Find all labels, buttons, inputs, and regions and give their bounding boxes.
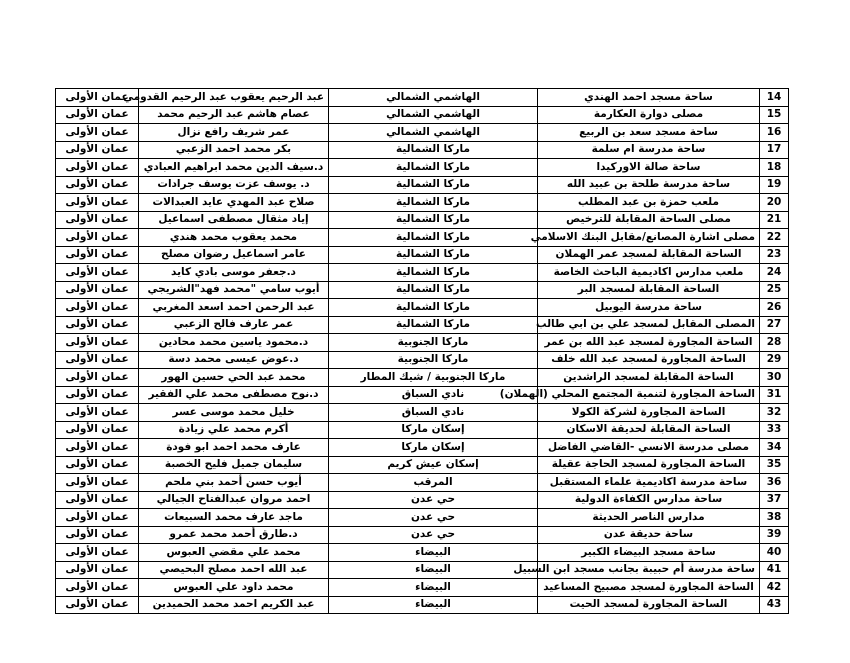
row-number-cell: 34 [760,439,789,457]
row-number-cell: 24 [760,264,789,282]
location-cell: مصلى اشارة المصانع/مقابل البنك الاسلامي [538,229,760,247]
area-cell: الهاشمي الشمالي [329,89,538,107]
table-row [56,194,789,212]
location-cell: الساحة المجاورة لشركة الكولا [538,404,760,422]
person-cell: خليل محمد موسى عسر [139,404,329,422]
table-row [56,159,789,177]
directorate-cell: عمان الأولى [56,544,139,562]
person-cell: محمد يعقوب محمد هندي [139,229,329,247]
location-cell: مصلى الساحة المقابلة للترخيص [538,211,760,229]
table-row [56,334,789,352]
area-cell: نادي السباق [329,404,538,422]
person-cell: د.محمود ياسين محمد محادين [139,334,329,352]
row-number-cell: 23 [760,246,789,264]
row-number-cell: 35 [760,456,789,474]
area-cell: ماركا الجنوبية / شيك المطار [329,369,538,387]
table-row [56,211,789,229]
person-cell: محمد علي مقضي العبوس [139,544,329,562]
table-row [56,404,789,422]
directorate-cell: عمان الأولى [56,369,139,387]
person-cell: عبد الرحيم يعقوب عبد الرحيم القدومي [139,89,329,107]
directorate-cell: عمان الأولى [56,316,139,334]
table-row [56,89,789,107]
area-cell: حي عدن [329,509,538,527]
person-cell: عبد الرحمن احمد اسعد المغربي [139,299,329,317]
area-cell: ماركا الشمالية [329,229,538,247]
row-number-cell: 27 [760,316,789,334]
person-cell: عبد الكريم احمد محمد الحميدين [139,596,329,614]
row-number-cell: 16 [760,124,789,142]
person-cell: أيوب سامي "محمد فهد"الشريجي [139,281,329,299]
table-row [56,281,789,299]
person-cell: إياد مثقال مصطفى اسماعيل [139,211,329,229]
directorate-cell: عمان الأولى [56,159,139,177]
location-cell: الساحة المجاورة لمسجد الحيت [538,596,760,614]
table-row [56,509,789,527]
location-cell: ساحة حديقة عدن [538,526,760,544]
area-cell: البيضاء [329,596,538,614]
area-cell: نادي السباق [329,386,538,404]
area-cell: ماركا الشمالية [329,176,538,194]
table-row [56,351,789,369]
area-cell: ماركا الجنوبية [329,334,538,352]
area-cell: ماركا الجنوبية [329,351,538,369]
directorate-cell: عمان الأولى [56,439,139,457]
location-cell: ساحة مدرسة أم حبيبة بجانب مسجد ابن السبيل [538,561,760,579]
location-cell: ساحة مدرسة اليوبيل [538,299,760,317]
area-cell: ماركا الشمالية [329,299,538,317]
row-number-cell: 33 [760,421,789,439]
location-cell: الساحة المجاورة لمسجد الحاجة عقيلة [538,456,760,474]
area-cell: البيضاء [329,544,538,562]
directorate-cell: عمان الأولى [56,334,139,352]
person-cell: عمر شريف رافع نزال [139,124,329,142]
area-cell: إسكان عيش كريم [329,456,538,474]
row-number-cell: 20 [760,194,789,212]
table-row [56,124,789,142]
directorate-cell: عمان الأولى [56,194,139,212]
person-cell: عمر عارف فالح الزعبي [139,316,329,334]
table-row [56,264,789,282]
directorate-cell: عمان الأولى [56,579,139,597]
person-cell: أيوب حسن أحمد بني ملحم [139,474,329,492]
person-cell: د.سيف الدين محمد ابراهيم العبادي [139,159,329,177]
area-cell: ماركا الشمالية [329,264,538,282]
location-cell: ساحة صالة الاوركيدا [538,159,760,177]
row-number-cell: 31 [760,386,789,404]
row-number-cell: 29 [760,351,789,369]
row-number-cell: 40 [760,544,789,562]
table-body [56,89,789,614]
area-cell: الهاشمي الشمالي [329,106,538,124]
directorate-cell: عمان الأولى [56,89,139,107]
directorate-cell: عمان الأولى [56,404,139,422]
directorate-cell: عمان الأولى [56,386,139,404]
directorate-cell: عمان الأولى [56,456,139,474]
person-cell: د.عوض عيسى محمد دسة [139,351,329,369]
directorate-cell: عمان الأولى [56,561,139,579]
area-cell: ماركا الشمالية [329,194,538,212]
area-cell: ماركا الشمالية [329,159,538,177]
row-number-cell: 17 [760,141,789,159]
location-cell: مدارس الناصر الحديثة [538,509,760,527]
row-number-cell: 18 [760,159,789,177]
table-row [56,456,789,474]
area-cell: الهاشمي الشمالي [329,124,538,142]
row-number-cell: 41 [760,561,789,579]
person-cell: أكرم محمد علي زيادة [139,421,329,439]
row-number-cell: 22 [760,229,789,247]
row-number-cell: 39 [760,526,789,544]
table-row [56,544,789,562]
row-number-cell: 32 [760,404,789,422]
table-row [56,474,789,492]
row-number-cell: 15 [760,106,789,124]
area-cell: البيضاء [329,561,538,579]
location-cell: الساحة المجاورة لمسجد مصبيح المساعيد [538,579,760,597]
location-cell: الساحة المجاورة لتنمية المجتمع المحلي (الهملان) [538,386,760,404]
location-cell: ساحة مدرسة اكاديمية علماء المستقبل [538,474,760,492]
area-cell: المرقب [329,474,538,492]
person-cell: عصام هاشم عبد الرحيم محمد [139,106,329,124]
table-row [56,596,789,614]
area-cell: ماركا الشمالية [329,281,538,299]
person-cell: عبد الله احمد مصلح البحيصي [139,561,329,579]
location-cell: ملعب مدارس اكاديمية الباحث الخاصة [538,264,760,282]
table-row [56,299,789,317]
table-row [56,106,789,124]
directorate-cell: عمان الأولى [56,246,139,264]
directorate-cell: عمان الأولى [56,211,139,229]
person-cell: د. يوسف عزت يوسف جرادات [139,176,329,194]
location-cell: ملعب حمزة بن عبد المطلب [538,194,760,212]
directorate-cell: عمان الأولى [56,141,139,159]
area-cell: ماركا الشمالية [329,211,538,229]
location-cell: مصلى مدرسة الانسي -القاضي الفاضل [538,439,760,457]
directorate-cell: عمان الأولى [56,299,139,317]
row-number-cell: 14 [760,89,789,107]
person-cell: د.جعفر موسى بادي كايد [139,264,329,282]
table-row [56,439,789,457]
table-row [56,229,789,247]
table-row [56,561,789,579]
table-row [56,246,789,264]
row-number-cell: 37 [760,491,789,509]
person-cell: احمد مروان عبدالفتاح الجيالي [139,491,329,509]
directorate-cell: عمان الأولى [56,351,139,369]
location-cell: ساحة مسجد البيضاء الكبير [538,544,760,562]
row-number-cell: 28 [760,334,789,352]
table-row [56,176,789,194]
person-cell: سليمان جميل فليح الخصبة [139,456,329,474]
directorate-cell: عمان الأولى [56,526,139,544]
document-page [65,88,789,614]
area-cell: البيضاء [329,579,538,597]
area-cell: ماركا الشمالية [329,316,538,334]
location-cell: ساحة مدرسة ام سلمة [538,141,760,159]
location-cell: الساحة المقابلة لمسجد البر [538,281,760,299]
directorate-cell: عمان الأولى [56,264,139,282]
table-row [56,491,789,509]
row-number-cell: 42 [760,579,789,597]
area-cell: حي عدن [329,526,538,544]
row-number-cell: 38 [760,509,789,527]
directorate-cell: عمان الأولى [56,176,139,194]
table-row [56,386,789,404]
row-number-cell: 43 [760,596,789,614]
directorate-cell: عمان الأولى [56,281,139,299]
table-row [56,141,789,159]
table-row [56,526,789,544]
location-cell: الساحة المجاورة لمسجد عبد الله بن عمر [538,334,760,352]
person-cell: د.طارق أحمد محمد عمرو [139,526,329,544]
person-cell: صلاح عبد المهدي عايد العبدالات [139,194,329,212]
location-cell: الساحة المجاورة لمسجد عبد الله خلف [538,351,760,369]
person-cell: بكر محمد احمد الزعبي [139,141,329,159]
row-number-cell: 19 [760,176,789,194]
person-cell: محمد عبد الحي حسين الهور [139,369,329,387]
directorate-cell: عمان الأولى [56,474,139,492]
row-number-cell: 21 [760,211,789,229]
person-cell: ماجد عارف محمد السبيعات [139,509,329,527]
location-cell: الساحة المقابلة لحديقة الاسكان [538,421,760,439]
location-cell: ساحة مسجد سعد بن الربيع [538,124,760,142]
area-cell: ماركا الشمالية [329,246,538,264]
area-cell: ماركا الشمالية [329,141,538,159]
directorate-cell: عمان الأولى [56,596,139,614]
person-cell: عامر اسماعيل رضوان مصلح [139,246,329,264]
area-cell: حي عدن [329,491,538,509]
table-row [56,316,789,334]
location-cell: الساحة المقابلة لمسجد عمر الهملان [538,246,760,264]
directorate-cell: عمان الأولى [56,106,139,124]
location-cell: الساحة المقابلة لمسجد الراشدين [538,369,760,387]
area-cell: إسكان ماركا [329,439,538,457]
table-row [56,579,789,597]
prayer-locations-table [55,88,789,614]
directorate-cell: عمان الأولى [56,491,139,509]
location-cell: ساحة مدرسة طلحة بن عبيد الله [538,176,760,194]
row-number-cell: 36 [760,474,789,492]
person-cell: د.نوح مصطفى محمد علي الفقير [139,386,329,404]
row-number-cell: 30 [760,369,789,387]
person-cell: محمد داود علي العبوس [139,579,329,597]
directorate-cell: عمان الأولى [56,229,139,247]
person-cell: عارف محمد احمد ابو فودة [139,439,329,457]
table-row [56,369,789,387]
location-cell: ساحة مسجد احمد الهندي [538,89,760,107]
table-row [56,421,789,439]
directorate-cell: عمان الأولى [56,124,139,142]
location-cell: المصلى المقابل لمسجد علي بن ابي طالب [538,316,760,334]
location-cell: مصلى دوارة العكارمة [538,106,760,124]
row-number-cell: 25 [760,281,789,299]
directorate-cell: عمان الأولى [56,421,139,439]
area-cell: إسكان ماركا [329,421,538,439]
directorate-cell: عمان الأولى [56,509,139,527]
location-cell: ساحة مدارس الكفاءة الدولية [538,491,760,509]
row-number-cell: 26 [760,299,789,317]
